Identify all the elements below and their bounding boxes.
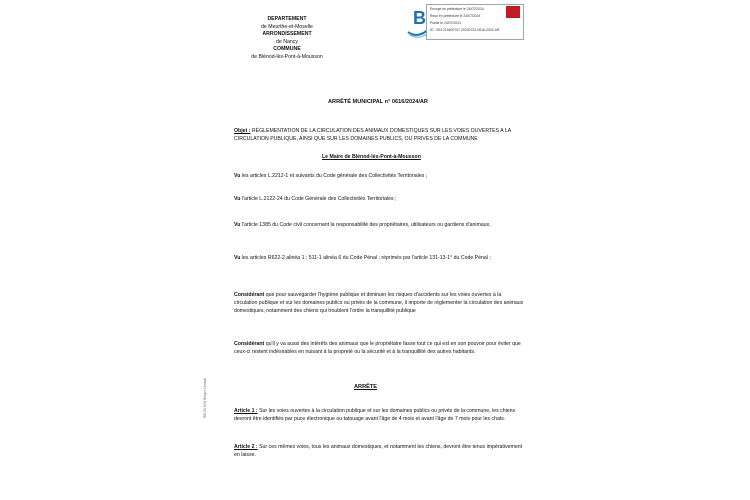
- stamp-line-received: Reçu en préfecture le 24/07/2024: [430, 14, 481, 18]
- considerant-text: que pour sauvegarder l'hygiène publique et diminuer les risques d'accidents sur les voies ouvertes à la circulation publique et sur les domaines publics ou privés de la commune, il importe de réglementer la circulation des animaux domestiques, notamment des chiens qui troublent l'ordre la tranquillité publique: [234, 292, 524, 314]
- prefecture-stamp: [404, 4, 522, 40]
- vu-keyword: Vu: [234, 255, 241, 261]
- considerant-text: qu'il y va aussi des intérêts des animaux que le propriétaire fasse tout ce qui est en son pouvoir pour éviter que ceux-ci restent indésirables en nuisant à la propreté ou la sécurité et à la tranquillité des autres habitants.: [234, 341, 521, 355]
- vu-keyword: Vu: [234, 196, 241, 202]
- considerant-paragraph: [234, 341, 524, 357]
- objet-label: Objet :: [234, 128, 251, 134]
- department-title: DEPARTEMENT: [267, 16, 307, 22]
- article-text: Sur les voies ouvertes à la circulation publique et sur les domaines publics ou privés de la commune, les chiens devront être identifiés par puce électronique ou tatouage avant l'âge de 4 mois et avant l'âge de 7 mois pour les chats.: [234, 408, 516, 422]
- vu-keyword: Vu: [234, 173, 241, 179]
- vu-paragraph: [234, 173, 524, 181]
- arrondissement-name: de Nancy: [276, 38, 298, 45]
- vu-paragraph: [234, 222, 524, 230]
- considerant-keyword: Considérant: [234, 292, 265, 298]
- article-label: Article 1 :: [234, 408, 258, 414]
- vu-paragraph: [234, 196, 524, 204]
- article-paragraph: [234, 408, 524, 424]
- vu-text: les articles R622-2 alinéa 1 ; 511-1 alinéa 6 du Code Pénal ; réprimés par l'article 131-13-1° du Code Pénal ;: [240, 255, 491, 261]
- vu-text: l'article L.2122-24 du Code Générale des Collectivités Territoriales ;: [240, 196, 397, 202]
- article-label: Article 2 :: [234, 444, 258, 450]
- article-paragraph: [234, 444, 524, 460]
- stamp-line-published: Publié le 24/07/2024: [430, 21, 461, 25]
- arrete-heading: ARRÊTE: [354, 384, 377, 390]
- considerant-paragraph: [234, 292, 524, 315]
- vu-text: les articles L.2212-1 et suivants du Code générale des Collectivités Territoriales ;: [240, 173, 428, 179]
- commune-name: de Blénod-lès-Pont-à-Mousson: [251, 53, 323, 60]
- vu-text: l'article 1385 du Code civil concernant la responsabilité des propriétaires, utilisateurs ou gardiens d'animaux,: [240, 222, 491, 228]
- considerant-keyword: Considérant: [234, 341, 265, 347]
- objet-paragraph: [234, 128, 524, 144]
- commune-title: COMMUNE: [273, 46, 301, 53]
- vu-paragraph: [234, 255, 524, 263]
- document-title: ARRÊTÉ MUNICIPAL n° 0616/2024/AR: [328, 99, 428, 105]
- maire-heading: Le Maire de Blénod-lès-Pont-à-Mousson: [322, 154, 421, 160]
- svg-text:B: B: [413, 8, 426, 28]
- article-text: Sur ces mêmes voies, tous les animaux domestiques, et notamment les chiens, devront être tenus impérativement en laisse.: [234, 444, 523, 458]
- arrondissement-title: ARRONDISSEMENT: [262, 31, 312, 38]
- objet-text: RÉGLEMENTATION DE LA CIRCULATION DES ANIMAUX DOMESTIQUES SUR LES VOIES OUVERTES A LA CIRCULATION PUBLIQUE, AINSI QUE SUR LES DOMAINES PUBLICS, OU PRIVES DE LA COMMUNE: [234, 128, 511, 142]
- vu-keyword: Vu: [234, 222, 241, 228]
- department-name: de Meurthe-et-Moselle: [261, 23, 313, 30]
- stamp-line-id: ID : 054-215400707-20240723-0616-2024-AR: [430, 28, 500, 32]
- stamp-red-tab: [506, 6, 520, 18]
- side-print-note: RIE 00 SCN Berger Levrault: [203, 377, 207, 418]
- stamp-line-sent: Envoyé en préfecture le 24/07/2024: [430, 7, 484, 11]
- letterhead: [232, 16, 342, 62]
